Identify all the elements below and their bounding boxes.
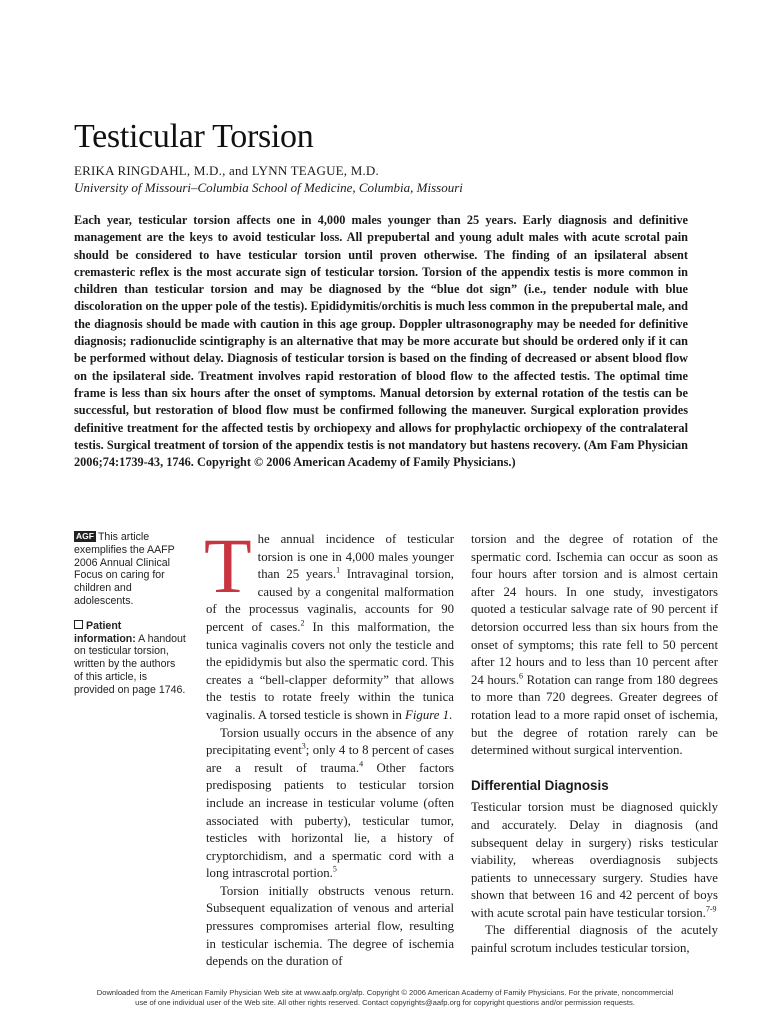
footer-line: use of one individual user of the Web site. All other rights reserved. Contact copyrights@aafp.org for copyright questions and/or permission requests.: [135, 997, 635, 1007]
footer-line: Downloaded from the American Family Physician Web site at www.aafp.org/afp. Copyright © 2006 American Academy of Family Physicians. For the private, noncommercial: [96, 988, 674, 997]
article-abstract: Each year, testicular torsion affects one in 4,000 males younger than 25 years. Early diagnosis and definitive management are the keys to avoid testicular loss. All prepubertal and young adult males with acute scrotal pain should be considered to have testicular torsion until proven otherwise. The finding of an ipsilateral absent cremasteric reflex is the most accurate sign of testicular torsion. Torsion of the appendix testis is more common in children than testicular torsion and may be diagnosed by the “blue dot sign” (i.e., tender nodule with blue discoloration on the upper pole of the testis). Epididymitis/orchitis is much less common in the prepubertal male, and the diagnosis should be made with caution in this age group. Doppler ultrasonography may be needed for definitive diagnosis; radionuclide scintigraphy is an alternative that may be more accurate but should be ordered only if it can be performed without delay. Diagnosis of testicular torsion is based on the finding of decreased or absent blood flow on the ipsilateral side. Treatment involves rapid restoration of blood flow to the affected testis. The optimal time frame is less than six hours after the onset of symptoms. Manual detorsion by external rotation of the testis can be successful, but restoration of blood flow must be confirmed following the maneuver. Surgical exploration provides definitive treatment for the affected testis by orchiopexy and allows for prophylactic orchiopexy of the contralateral testis. Surgical treatment of torsion of the appendix testis is not mandatory but hastens recovery. (Am Fam Physician 2006;74:1739-43, 1746. Copyright © 2006 American Academy of Family Physicians.): [74, 213, 688, 470]
patient-info-label: Patient information:: [74, 619, 136, 645]
paragraph: [471, 799, 718, 922]
aafp-badge-icon: AGF: [76, 531, 94, 541]
sidebar-note-patient-info: [74, 620, 186, 697]
text-run: Rotation can range from 180 degrees to more than 720 degrees. Greater degrees of rotation lead to a more rapid onset of ischemia, but the degree of rotation rarely can be determined without surgical intervention.: [471, 672, 718, 758]
text-run: Other factors predisposing patients to testicular torsion include an increase in testicular volume (often associated with puberty), testicular tumor, testicles with horizontal lie, a history of cryptorchidism, and a spermatic cord with a long intrascrotal portion.: [206, 760, 454, 881]
article-authors: ERIKA RINGDAHL, M.D., and LYNN TEAGUE, M.D.: [74, 163, 379, 178]
body-column-1: [204, 522, 454, 971]
text-run: Torsion usually occurs in the absence of any precipitating event: [206, 725, 454, 758]
paragraph: [471, 531, 718, 760]
section-heading: Differential Diagnosis: [471, 777, 609, 793]
article-affiliation: University of Missouri–Columbia School of Medicine, Columbia, Missouri: [74, 180, 463, 195]
patient-info-text: A handout on testicular torsion, written by the authors of this article, is provided on page 1746.: [74, 632, 186, 696]
paragraph-intro: [204, 522, 454, 725]
reference: 3: [301, 741, 306, 751]
reference: 5: [332, 865, 337, 875]
sidebar-note-text: This article exemplifies the AAFP 2006 Annual Clinical Focus on caring for children and adolescents.: [74, 531, 175, 607]
reference: 6: [519, 671, 524, 681]
reference: 4: [359, 759, 364, 769]
reference: 7-9: [705, 904, 717, 914]
body-column-2: [471, 531, 718, 958]
text-run: torsion and the degree of rotation of the spermatic cord. Ischemia can occur as soon as four hours after torsion and is almost certain after 24 hours. In one study, investigators quoted a testicular salvage rate of 90 percent if detorsion occurred less than six hours from the onset of symptoms; this rate fell to 50 percent after 12 hours and to less than 10 percent after 24 hours.: [471, 532, 718, 687]
reference: 1: [336, 565, 341, 575]
download-footer: [40, 988, 730, 1008]
figure-reference: Figure 1: [405, 707, 449, 722]
text-run: he annual incidence of testicular torsion is one in 4,000 males younger than 25 years.: [257, 532, 454, 582]
article-title: Testicular Torsion: [74, 118, 314, 155]
text-run: ; only 4 to 8 percent of cases are a result of trauma.: [206, 743, 454, 775]
text-run: Intravaginal torsion, caused by a congenital malformation of the processus vaginalis, accounts for 90 percent of cases.: [206, 567, 454, 634]
reference: 2: [300, 618, 305, 628]
paragraph: The differential diagnosis of the acutely painful scrotum includes testicular torsion,: [471, 923, 718, 956]
text-run: In this malformation, the tunica vaginalis covers not only the testicle and the epididymis but also the spermatic cord. This creates a “bell-clapper deformity” that allows the testis to rotate freely within the tunica vaginalis. A torsed testicle is shown in: [206, 619, 454, 722]
paragraph: Torsion initially obstructs venous return. Subsequent equalization of venous and arterial pressures compromises arterial flow, resulting in testicular ischemia. The degree of ischemia depends on the duration of: [206, 883, 454, 969]
text-run: Testicular torsion must be diagnosed quickly and accurately. Delay in diagnosis (and subsequent delay in surgery) risks testicular viability, whereas overdiagnosis subjects patients to unnecessary surgery. Studies have shown that between 16 and 42 percent of boys with acute scrotal pain have testicular torsion.: [471, 800, 718, 920]
text-run: .: [449, 707, 453, 722]
sidebar-note-clinical-focus: [74, 531, 186, 608]
checkbox-icon: [74, 620, 83, 629]
sidebar-notes: [74, 531, 186, 697]
paragraph: [206, 725, 454, 883]
drop-cap: T: [204, 522, 252, 609]
